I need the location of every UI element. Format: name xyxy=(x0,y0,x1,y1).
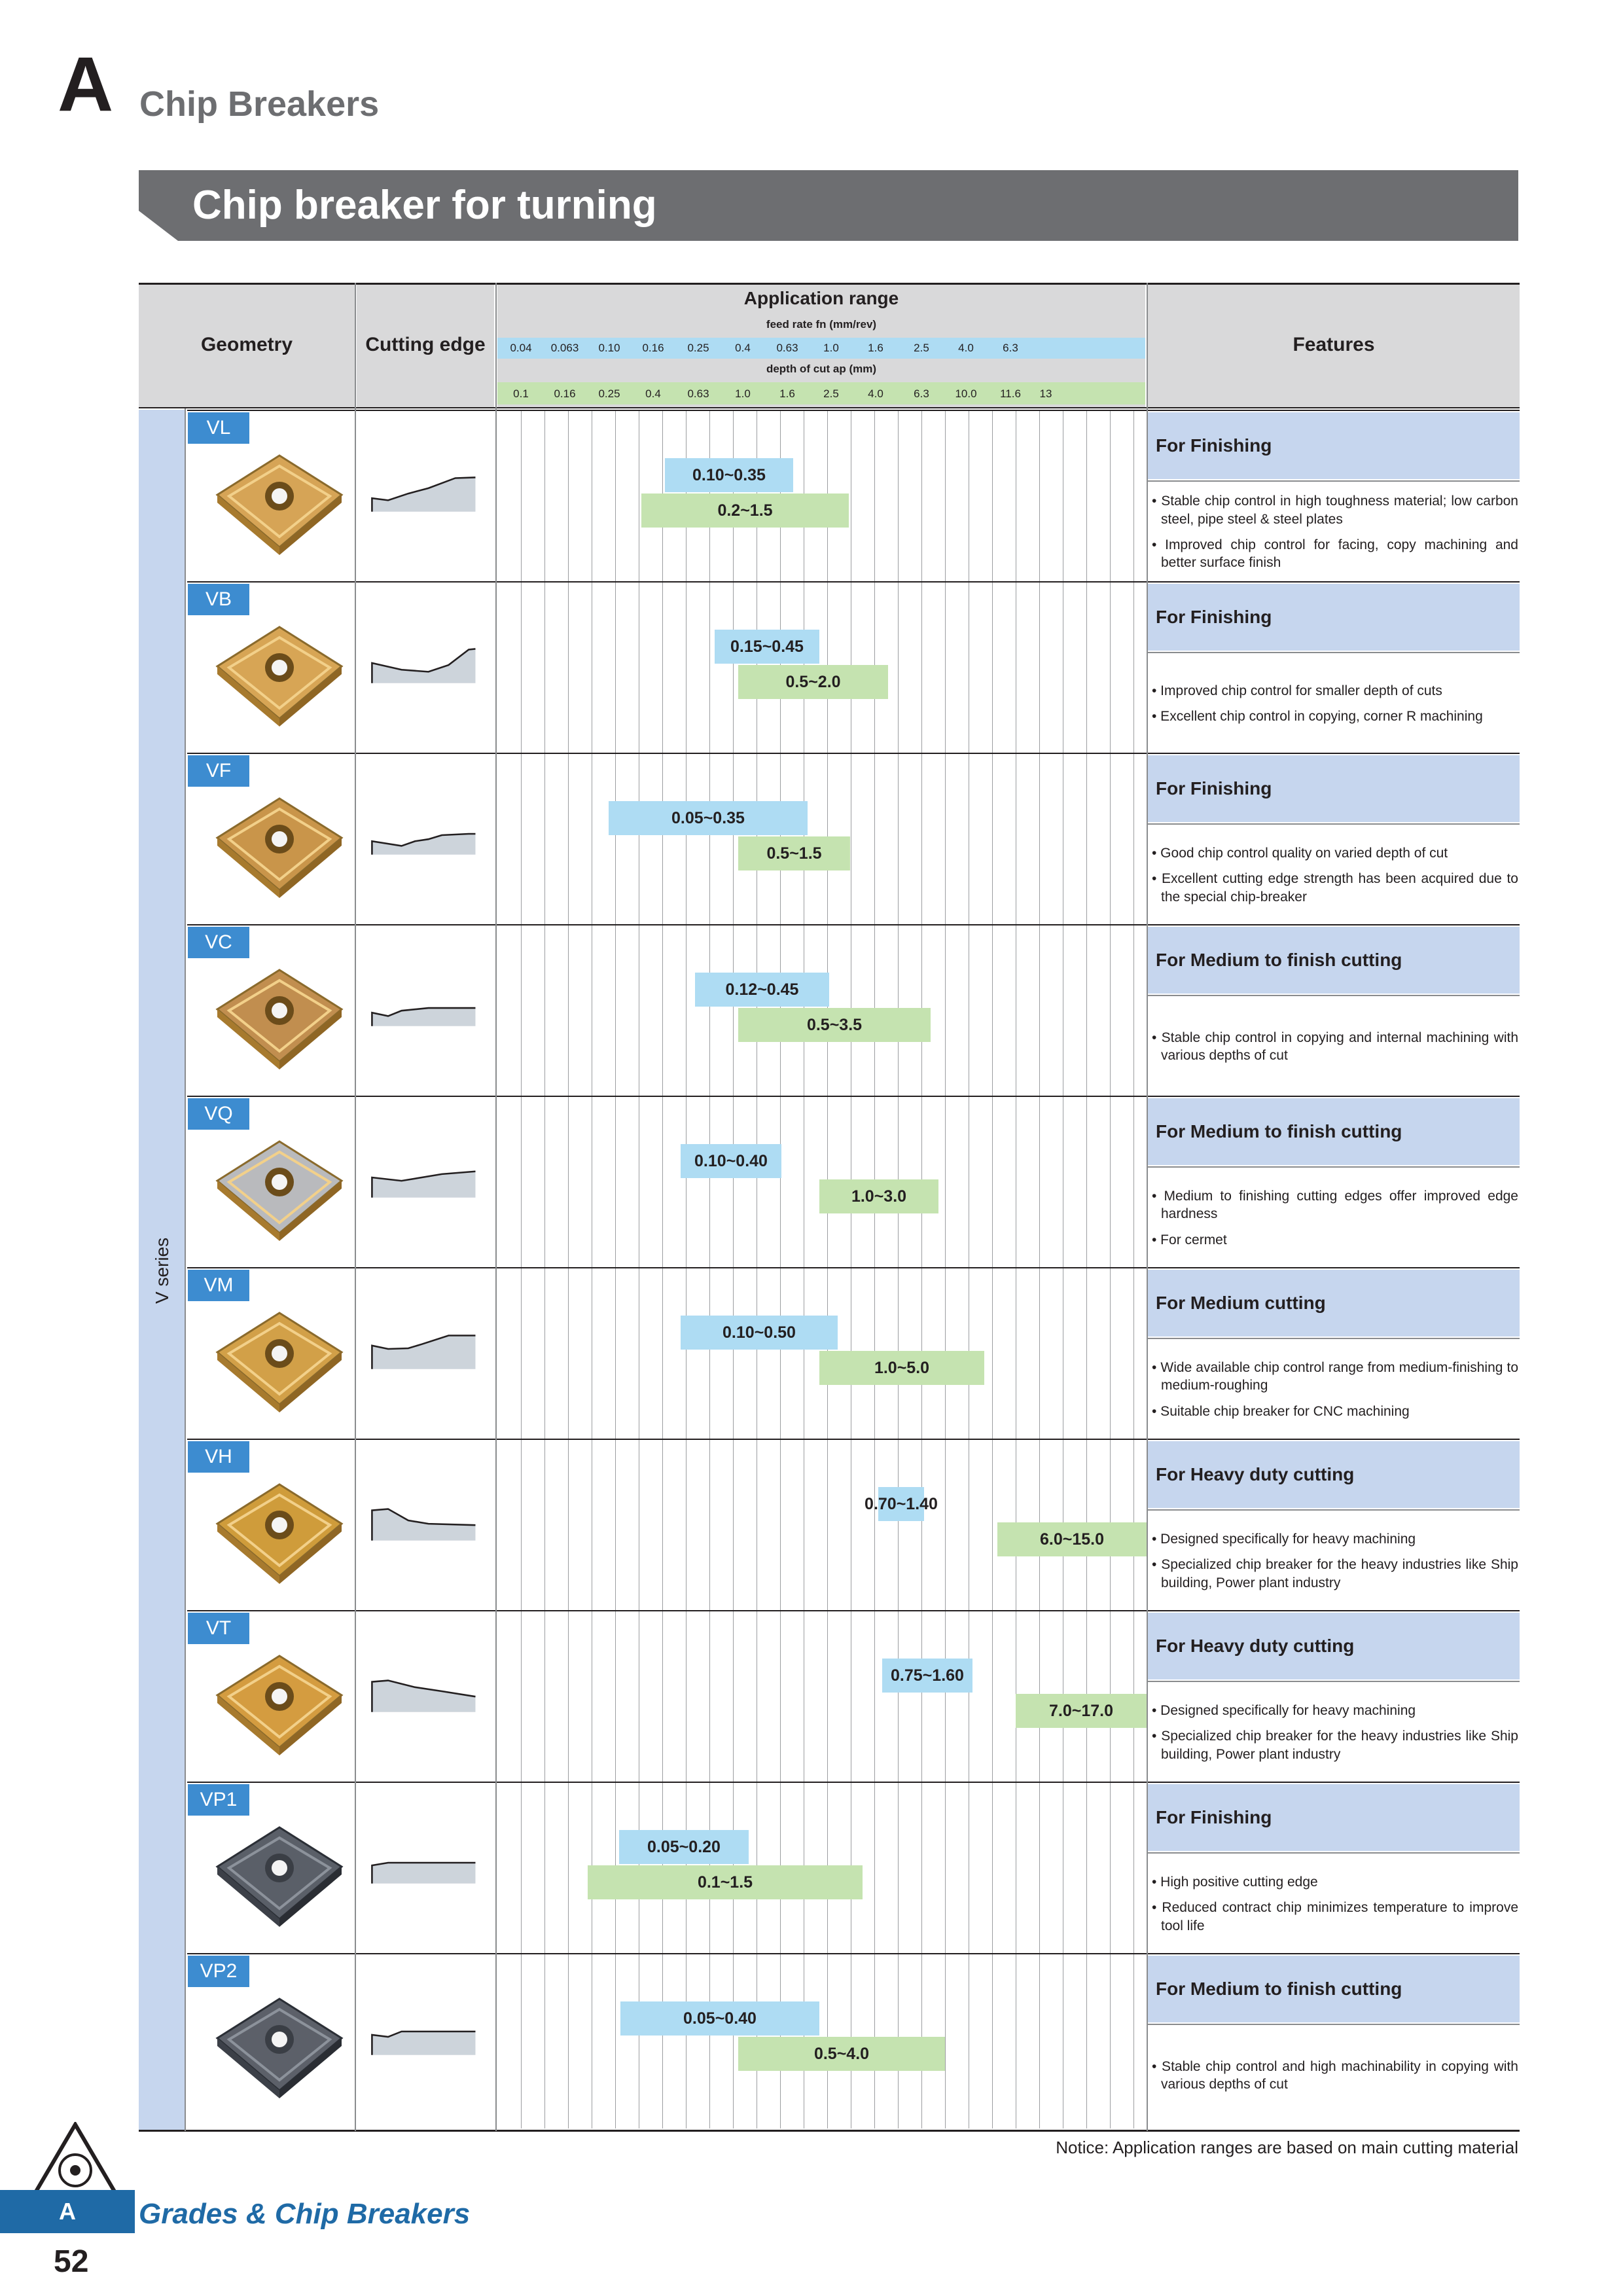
feed-range-bar: 0.70~1.40 xyxy=(878,1487,924,1521)
feature-title: For Medium to finish cutting xyxy=(1148,1098,1520,1165)
depth-tick-label: 1.6 xyxy=(779,387,795,400)
depth-range-bar: 0.5~2.0 xyxy=(738,665,888,699)
breaker-code: VP2 xyxy=(188,1956,249,1987)
insert-image xyxy=(211,1992,348,2104)
feature-rule xyxy=(1148,1852,1520,1854)
section-letter: A xyxy=(58,41,114,128)
breaker-code: VF xyxy=(188,755,249,787)
feed-tick-label: 0.4 xyxy=(735,342,751,354)
feed-rate-label: feed rate fn (mm/rev) xyxy=(766,318,877,331)
feature-title: For Finishing xyxy=(1148,584,1520,651)
breaker-code: VC xyxy=(188,927,249,958)
feature-item: • For cermet xyxy=(1152,1232,1227,1247)
row-rule xyxy=(187,1782,1520,1783)
row-rule xyxy=(187,753,1520,754)
feed-range-bar: 0.10~0.40 xyxy=(681,1144,781,1178)
depth-range-bar: 0.5~3.5 xyxy=(738,1008,931,1042)
breaker-code: VQ xyxy=(188,1098,249,1130)
table-top-rule xyxy=(139,283,1520,285)
row-rule xyxy=(187,410,1520,411)
feature-rule xyxy=(1148,480,1520,482)
banner-title: Chip breaker for turning xyxy=(192,183,657,228)
feature-list xyxy=(1152,1169,1518,1267)
notice: Notice: Application ranges are based on main cutting material xyxy=(1056,2138,1518,2157)
feature-item: • Stable chip control in copying and internal machining with various depths of cut xyxy=(1152,1030,1518,1063)
feature-item: • Specialized chip breaker for the heavy industries like Ship building, Power plant industry xyxy=(1152,1557,1518,1590)
depth-range-bar: 6.0~15.0 xyxy=(997,1522,1147,1556)
feed-range-bar: 0.05~0.40 xyxy=(620,2001,819,2036)
feature-item: • Medium to finishing cutting edges offer improved edge hardness xyxy=(1152,1189,1518,1222)
feed-tick-label: 0.63 xyxy=(776,342,798,354)
breaker-row xyxy=(139,1267,1520,1439)
feature-rule xyxy=(1148,652,1520,653)
insert-image xyxy=(211,1135,348,1246)
depth-tick-label: 0.16 xyxy=(554,387,576,400)
cutting-edge-profile xyxy=(361,1141,489,1213)
cutting-edge-profile xyxy=(361,627,489,699)
feature-list xyxy=(1152,997,1518,1096)
row-rule xyxy=(187,1267,1520,1268)
depth-tick-label: 1.0 xyxy=(735,387,751,400)
insert-image xyxy=(211,1649,348,1761)
feed-range-bar: 0.05~0.20 xyxy=(619,1830,749,1864)
cutting-edge-profile xyxy=(361,1999,489,2071)
feature-item: • Stable chip control and high machinability in copying with various depths of cut xyxy=(1152,2058,1518,2092)
feature-rule xyxy=(1148,995,1520,996)
depth-range-bar: 1.0~5.0 xyxy=(819,1351,984,1385)
depth-tick-label: 4.0 xyxy=(868,387,883,400)
insert-image xyxy=(211,1478,348,1589)
feature-item: • Improved chip control for smaller depth of cuts xyxy=(1152,683,1442,698)
feature-rule xyxy=(1148,1166,1520,1168)
cutting-edge-profile xyxy=(361,1313,489,1385)
depth-tick-label: 0.1 xyxy=(513,387,529,400)
feature-item: • Reduced contract chip minimizes temperature to improve tool life xyxy=(1152,1900,1518,1933)
feature-item: • Improved chip control for facing, copy machining and better surface finish xyxy=(1152,537,1518,571)
cutting-edge-profile xyxy=(361,1484,489,1556)
feature-list xyxy=(1152,1855,1518,1953)
cutting-edge-profile xyxy=(361,798,489,870)
depth-tick-label: 11.6 xyxy=(1000,387,1021,400)
feature-item: • Specialized chip breaker for the heavy industries like Ship building, Power plant industry xyxy=(1152,1729,1518,1762)
cutting-edge-profile xyxy=(361,970,489,1042)
feed-range-bar: 0.15~0.45 xyxy=(715,630,819,664)
feed-tick-label: 0.10 xyxy=(598,342,620,354)
depth-range-bar: 0.5~4.0 xyxy=(738,2037,945,2071)
feature-title: For Medium cutting xyxy=(1148,1270,1520,1336)
insert-image xyxy=(211,449,348,560)
depth-tick-label: 0.25 xyxy=(598,387,620,400)
depth-range-bar: 1.0~3.0 xyxy=(819,1179,938,1213)
breaker-code: VM xyxy=(188,1270,249,1301)
breaker-row xyxy=(139,1782,1520,1953)
series-label: V series xyxy=(152,1237,172,1304)
feed-tick-label: 1.6 xyxy=(868,342,883,354)
header-geometry: Geometry xyxy=(139,283,355,407)
feature-title: For Heavy duty cutting xyxy=(1148,1441,1520,1508)
breaker-row xyxy=(139,581,1520,753)
feature-rule xyxy=(1148,1681,1520,1682)
feature-title: For Finishing xyxy=(1148,1784,1520,1851)
feature-item: • Good chip control quality on varied depth of cut xyxy=(1152,846,1448,861)
breaker-row xyxy=(139,410,1520,581)
feature-title: For Finishing xyxy=(1148,755,1520,822)
cutting-edge-profile xyxy=(361,1827,489,1899)
col-divider-4 xyxy=(1147,283,1148,2131)
feature-list xyxy=(1152,655,1518,753)
insert-image xyxy=(211,1821,348,1932)
row-rule xyxy=(187,1610,1520,1611)
breaker-code: VL xyxy=(188,412,249,444)
footer-section-tab: A xyxy=(0,2190,135,2233)
col-divider-1 xyxy=(185,408,186,2131)
depth-tick-label: 2.5 xyxy=(823,387,839,400)
page-number: 52 xyxy=(54,2244,89,2279)
insert-image xyxy=(211,963,348,1075)
feature-title: For Finishing xyxy=(1148,412,1520,479)
breaker-row xyxy=(139,924,1520,1096)
breaker-row xyxy=(139,1953,1520,2125)
breaker-code: VP1 xyxy=(188,1784,249,1816)
depth-range-bar: 7.0~17.0 xyxy=(1016,1694,1147,1728)
feature-rule xyxy=(1148,1509,1520,1511)
insert-image xyxy=(211,1306,348,1418)
depth-tick-label: 10.0 xyxy=(955,387,977,400)
breaker-row xyxy=(139,1439,1520,1610)
feed-scale-band xyxy=(497,338,1145,359)
feature-item: • Designed specifically for heavy machining xyxy=(1152,1703,1416,1719)
feed-tick-label: 0.063 xyxy=(550,342,579,354)
feed-tick-label: 0.16 xyxy=(642,342,664,354)
feature-item: • Suitable chip breaker for CNC machining xyxy=(1152,1403,1410,1419)
breaker-row xyxy=(139,1610,1520,1782)
row-rule xyxy=(187,1096,1520,1097)
breaker-code: VB xyxy=(188,584,249,615)
feature-item: • Designed specifically for heavy machining xyxy=(1152,1532,1416,1547)
depth-tick-label: 0.63 xyxy=(687,387,709,400)
feed-tick-label: 2.5 xyxy=(914,342,929,354)
feed-range-bar: 0.75~1.60 xyxy=(882,1659,972,1693)
feature-item: • Wide available chip control range from medium-finishing to medium-roughing xyxy=(1152,1360,1518,1393)
feature-item: • Excellent cutting edge strength has been acquired due to the special chip-breaker xyxy=(1152,871,1518,905)
feature-title: For Heavy duty cutting xyxy=(1148,1613,1520,1679)
feature-title: For Medium to finish cutting xyxy=(1148,1956,1520,2022)
feature-list xyxy=(1152,1512,1518,1610)
feed-range-bar: 0.05~0.35 xyxy=(609,801,808,835)
depth-label: depth of cut ap (mm) xyxy=(766,363,877,375)
breaker-code: VT xyxy=(188,1613,249,1644)
footer-title: Grades & Chip Breakers xyxy=(139,2198,471,2230)
row-rule xyxy=(187,1439,1520,1440)
table-bottom-rule xyxy=(139,2130,1520,2132)
feed-tick-label: 4.0 xyxy=(958,342,974,354)
feature-item: • Excellent chip control in copying, corner R machining xyxy=(1152,709,1483,724)
col-divider-2 xyxy=(355,283,356,2131)
feed-tick-label: 6.3 xyxy=(1003,342,1018,354)
cutting-edge-profile xyxy=(361,456,489,528)
feature-list xyxy=(1152,2026,1518,2125)
row-rule xyxy=(187,924,1520,925)
depth-range-bar: 0.1~1.5 xyxy=(588,1865,863,1899)
section-title: Chip Breakers xyxy=(139,84,380,124)
feature-rule xyxy=(1148,2024,1520,2025)
feed-tick-label: 0.25 xyxy=(687,342,709,354)
feature-item: • High positive cutting edge xyxy=(1152,1874,1318,1890)
feature-list xyxy=(1152,826,1518,924)
feature-item: • Stable chip control in high toughness material; low carbon steel, pipe steel & steel plates xyxy=(1152,493,1518,527)
header-cutting-edge: Cutting edge xyxy=(357,283,494,407)
insert-image xyxy=(211,620,348,732)
breaker-code: VH xyxy=(188,1441,249,1473)
feature-list xyxy=(1152,1683,1518,1782)
feature-list xyxy=(1152,483,1518,581)
header-application-range: Application range xyxy=(743,288,899,308)
depth-range-bar: 0.5~1.5 xyxy=(738,836,850,870)
header-features: Features xyxy=(1148,283,1520,407)
chip-breaker-table xyxy=(139,283,1520,2132)
feed-range-bar: 0.12~0.45 xyxy=(695,973,829,1007)
header-rule xyxy=(139,407,1520,408)
depth-range-bar: 0.2~1.5 xyxy=(641,493,849,528)
feed-tick-label: 1.0 xyxy=(823,342,839,354)
breaker-row xyxy=(139,1096,1520,1267)
breaker-row xyxy=(139,753,1520,924)
depth-tick-label: 6.3 xyxy=(914,387,929,400)
depth-tick-label: 0.4 xyxy=(645,387,661,400)
company-logo xyxy=(33,2122,118,2195)
feature-rule xyxy=(1148,1338,1520,1339)
row-rule xyxy=(187,1953,1520,1954)
cutting-edge-profile xyxy=(361,1656,489,1728)
col-divider-3 xyxy=(495,283,497,2131)
feature-rule xyxy=(1148,823,1520,825)
feature-title: For Medium to finish cutting xyxy=(1148,927,1520,994)
insert-image xyxy=(211,792,348,903)
row-rule xyxy=(187,581,1520,583)
feed-range-bar: 0.10~0.35 xyxy=(665,458,793,492)
feed-range-bar: 0.10~0.50 xyxy=(681,1316,838,1350)
feed-tick-label: 0.04 xyxy=(510,342,532,354)
depth-tick-label: 13 xyxy=(1039,387,1052,400)
feature-list xyxy=(1152,1340,1518,1439)
